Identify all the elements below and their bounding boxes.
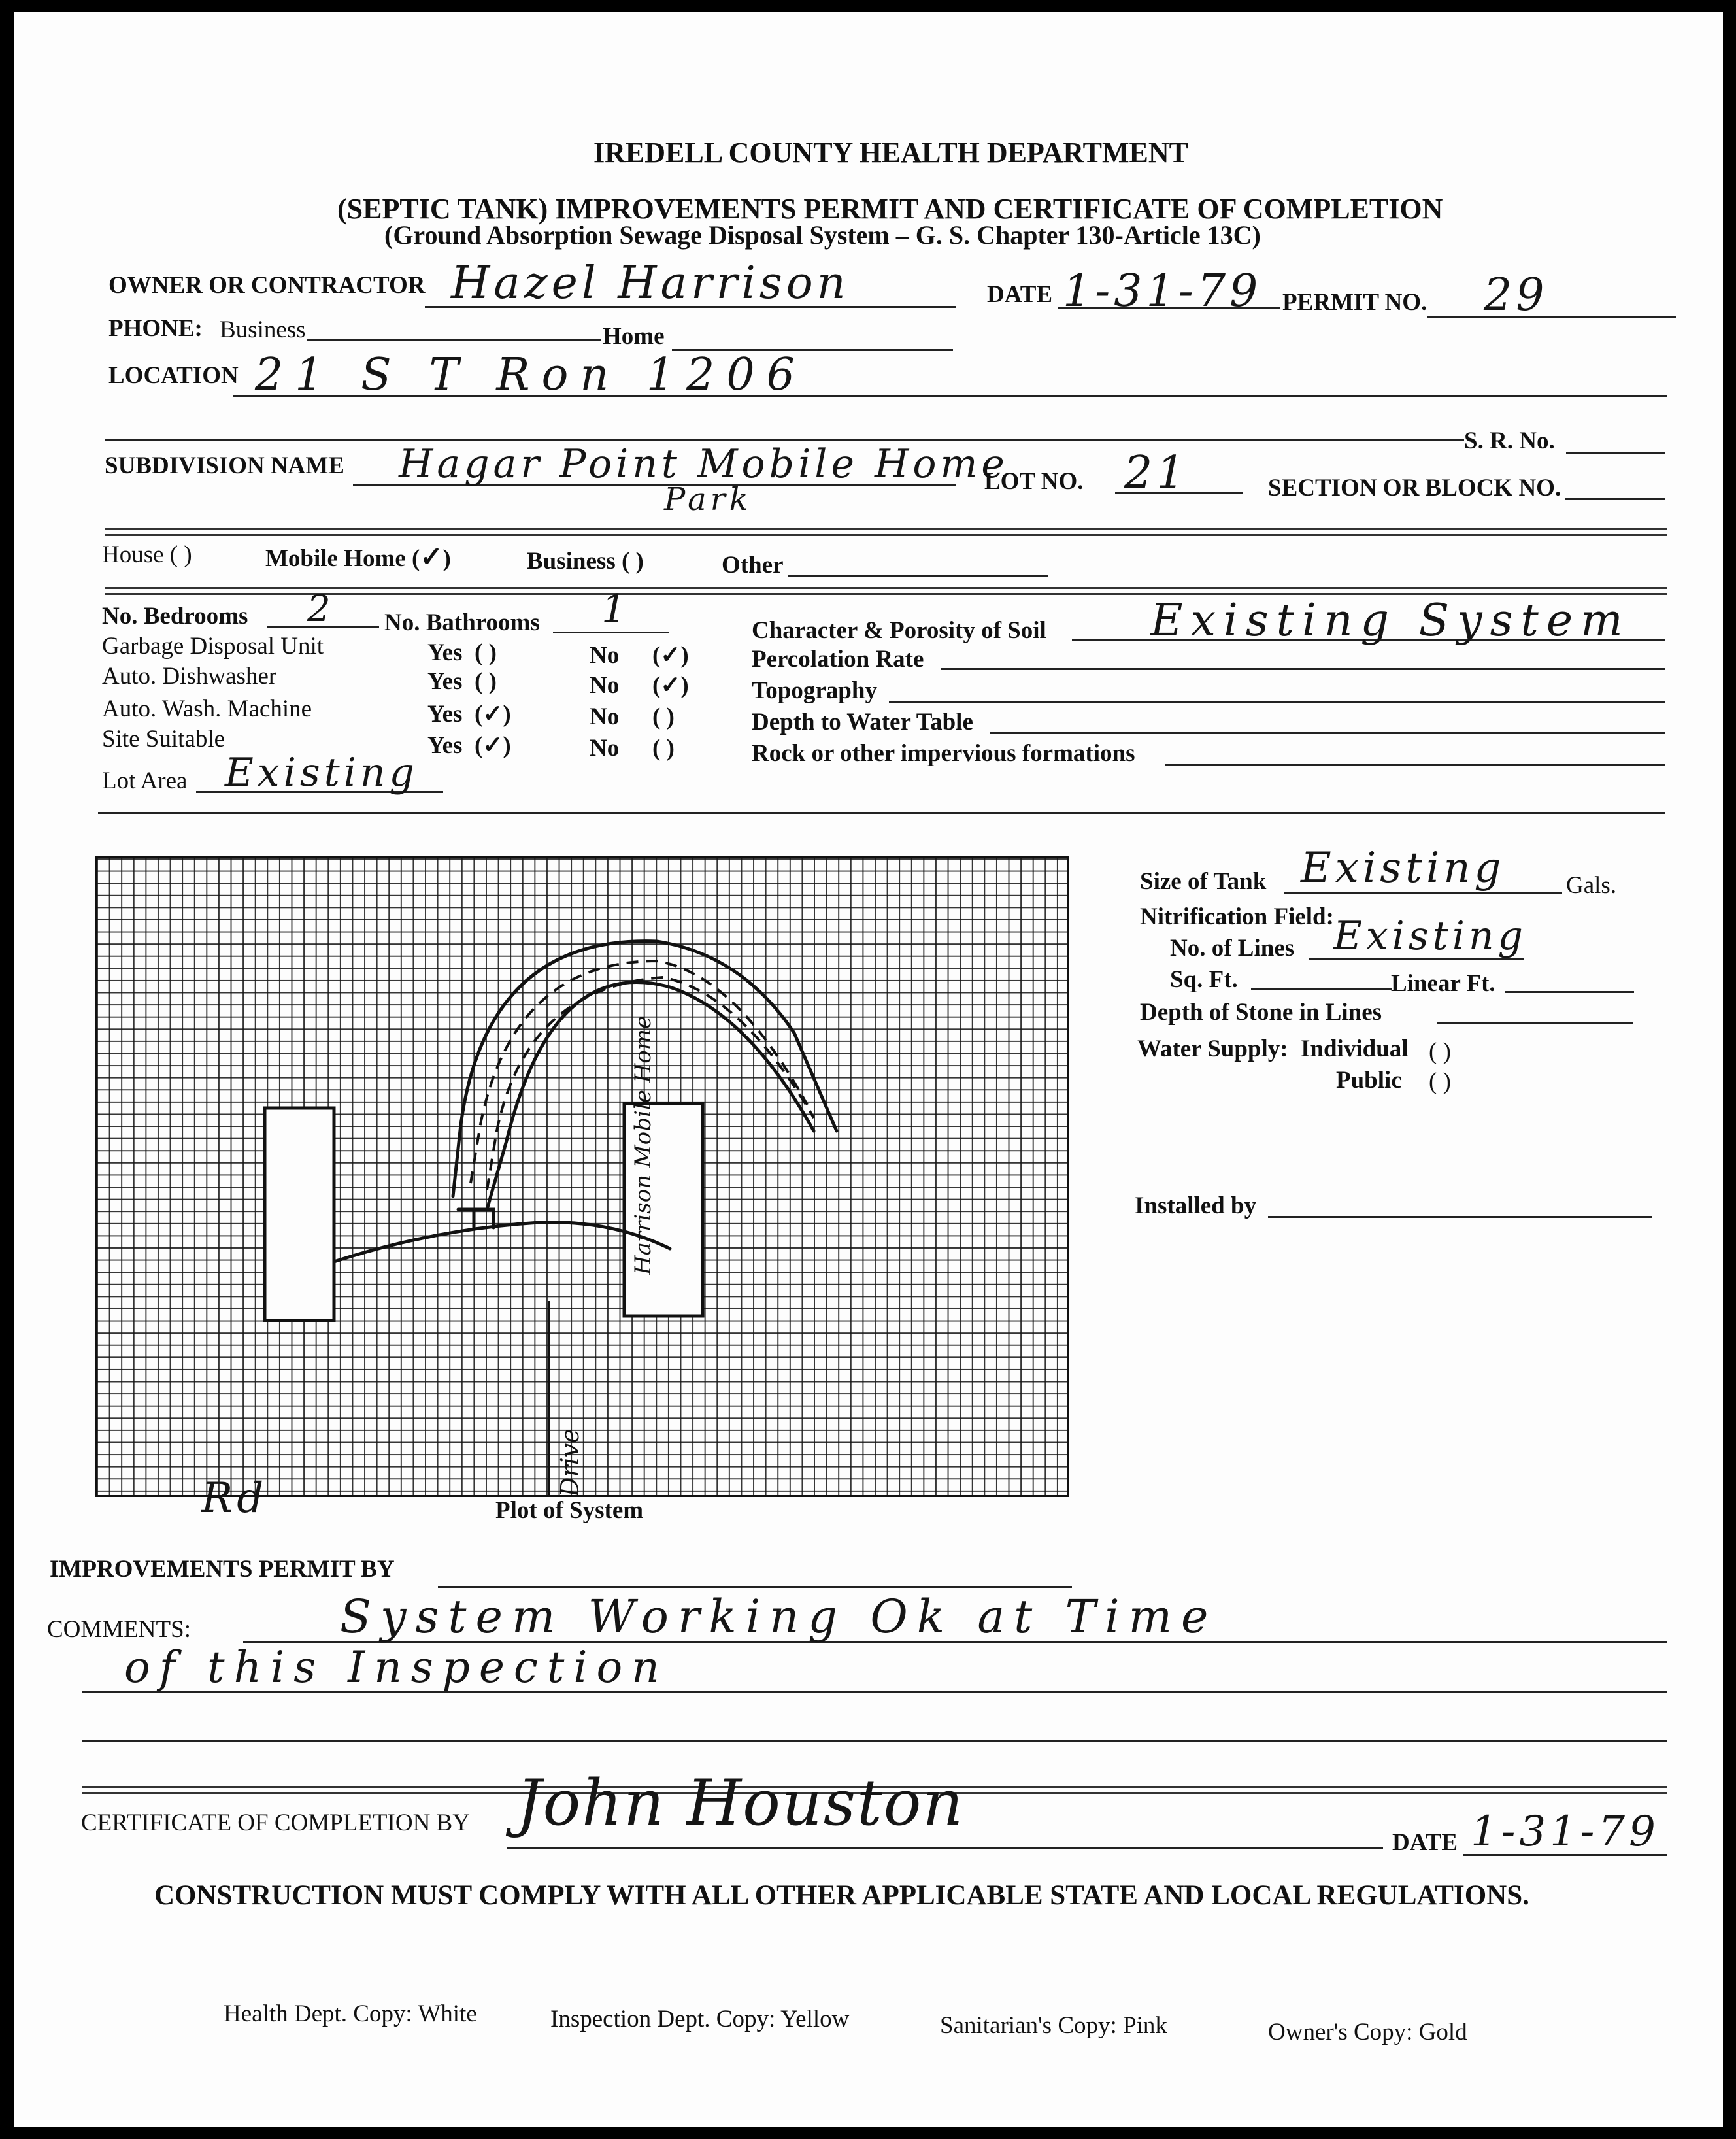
appliance-no[interactable]: (✓) (652, 642, 689, 669)
certificate-date-label: DATE (1392, 1829, 1458, 1856)
permit-value: 29 (1484, 269, 1548, 321)
appliance-yes[interactable]: ( ) (475, 668, 497, 695)
sqft-label: Sq. Ft. (1170, 966, 1238, 993)
lot-no-value: 21 (1124, 447, 1189, 499)
no-label: No (590, 672, 620, 699)
drive-label: Drive (556, 1428, 584, 1497)
lot-area-label: Lot Area (102, 767, 188, 794)
copy-label: Sanitarian's Copy: Pink (940, 2012, 1167, 2039)
yes-label: Yes (427, 639, 463, 666)
appliance-no[interactable]: ( ) (652, 735, 675, 762)
individual-label: Individual (1301, 1036, 1409, 1062)
no-label: No (590, 703, 620, 730)
signature: John Houston (516, 1766, 965, 1840)
bedrooms-value: 2 (307, 588, 335, 630)
department-title: IREDELL COUNTY HEALTH DEPARTMENT (593, 137, 1188, 169)
tank-size-value: Existing (1301, 844, 1505, 892)
subdivision-label: SUBDIVISION NAME (105, 452, 344, 479)
public-option[interactable]: ( ) (1429, 1068, 1451, 1095)
owner-label: OWNER OR CONTRACTOR (108, 272, 426, 299)
business-option[interactable]: Business ( ) (527, 548, 644, 575)
home-label: Harrison Mobile Home (630, 1015, 656, 1275)
lines-value: Existing (1333, 913, 1527, 959)
certificate-label: CERTIFICATE OF COMPLETION BY (81, 1810, 470, 1836)
subdivision-value: Hagar Point Mobile Home (399, 441, 1009, 487)
comments-label: COMMENTS: (47, 1616, 191, 1643)
tank-size-label: Size of Tank (1140, 868, 1267, 895)
improvements-permit-label: IMPROVEMENTS PERMIT BY (50, 1556, 395, 1583)
mobile-home-option[interactable]: Mobile Home (✓) (265, 543, 451, 573)
gals-label: Gals. (1566, 872, 1617, 899)
plot-caption: Plot of System (495, 1497, 644, 1524)
yes-label: Yes (427, 701, 463, 728)
appliance-no[interactable]: (✓) (652, 672, 689, 699)
nitrification-label: Nitrification Field: (1140, 903, 1334, 930)
appliance-yes[interactable]: (✓) (475, 701, 511, 728)
stone-depth-label: Depth of Stone in Lines (1140, 999, 1382, 1026)
linear-ft-label: Linear Ft. (1391, 970, 1495, 997)
plot-sketch (95, 856, 1069, 1497)
phone-business-label: Business (220, 316, 306, 343)
form-title: (SEPTIC TANK) IMPROVEMENTS PERMIT AND CERTIFICATE OF COMPLETION (337, 193, 1443, 225)
soil-character-value: Existing System (1150, 595, 1631, 647)
road-label: Rd (201, 1474, 268, 1523)
bedrooms-label: No. Bedrooms (102, 603, 248, 630)
water-table-label: Depth to Water Table (752, 709, 973, 735)
lot-area-value: Existing (225, 750, 418, 796)
rock-label: Rock or other impervious formations (752, 740, 1135, 767)
copy-label: Owner's Copy: Gold (1268, 2019, 1467, 2046)
location-label: LOCATION (108, 362, 239, 389)
building-rectangle (265, 1108, 334, 1321)
lot-no-label: LOT NO. (984, 468, 1084, 495)
date-label: DATE (987, 281, 1053, 308)
phone-label: PHONE: (108, 315, 203, 342)
other-label: Other (722, 552, 784, 579)
yes-label: Yes (427, 732, 463, 759)
water-supply-label: Water Supply: (1137, 1036, 1288, 1062)
individual-option[interactable]: ( ) (1429, 1038, 1451, 1065)
lines-label: No. of Lines (1170, 935, 1295, 962)
copy-label: Inspection Dept. Copy: Yellow (550, 2006, 850, 2032)
comments-line2: of this Inspection (124, 1642, 669, 1693)
topography-label: Topography (752, 677, 877, 704)
bathrooms-value: 1 (601, 586, 631, 632)
yes-label: Yes (427, 668, 463, 695)
appliance-yes[interactable]: ( ) (475, 639, 497, 666)
check-mark-icon: ✓ (420, 543, 443, 573)
appliance-label: Auto. Dishwasher (102, 663, 277, 690)
appliance-label: Site Suitable (102, 726, 225, 752)
phone-home-label: Home (603, 323, 665, 350)
percolation-label: Percolation Rate (752, 646, 924, 673)
sewer-line (334, 1222, 670, 1262)
date-value: 1-31-79 (1063, 265, 1262, 317)
appliance-yes[interactable]: (✓) (475, 732, 511, 759)
sr-no-label: S. R. No. (1464, 428, 1555, 454)
appliance-no[interactable]: ( ) (652, 703, 675, 730)
installed-by-label: Installed by (1135, 1192, 1257, 1219)
comments-line1: System Working Ok at Time (340, 1590, 1218, 1643)
compliance-notice: CONSTRUCTION MUST COMPLY WITH ALL OTHER APPLICABLE STATE AND LOCAL REGULATIONS. (154, 1880, 1529, 1911)
soil-character-label: Character & Porosity of Soil (752, 617, 1046, 644)
location-value: 21 S T Ron 1206 (255, 349, 807, 401)
certificate-date-value: 1-31-79 (1471, 1808, 1660, 1856)
section-label: SECTION OR BLOCK NO. (1268, 475, 1561, 501)
no-label: No (590, 642, 620, 669)
bathrooms-label: No. Bathrooms (384, 609, 540, 636)
public-label: Public (1336, 1067, 1402, 1094)
subdivision-value-park: Park (664, 481, 752, 518)
form-subtitle: (Ground Absorption Sewage Disposal System – G. S. Chapter 130-Article 13C) (384, 220, 1261, 250)
no-label: No (590, 735, 620, 762)
appliance-label: Garbage Disposal Unit (102, 633, 324, 660)
owner-value: Hazel Harrison (451, 258, 850, 309)
house-option[interactable]: House ( ) (102, 541, 192, 568)
permit-label: PERMIT NO. (1282, 289, 1427, 316)
copy-label: Health Dept. Copy: White (224, 2000, 477, 2027)
appliance-label: Auto. Wash. Machine (102, 696, 312, 722)
